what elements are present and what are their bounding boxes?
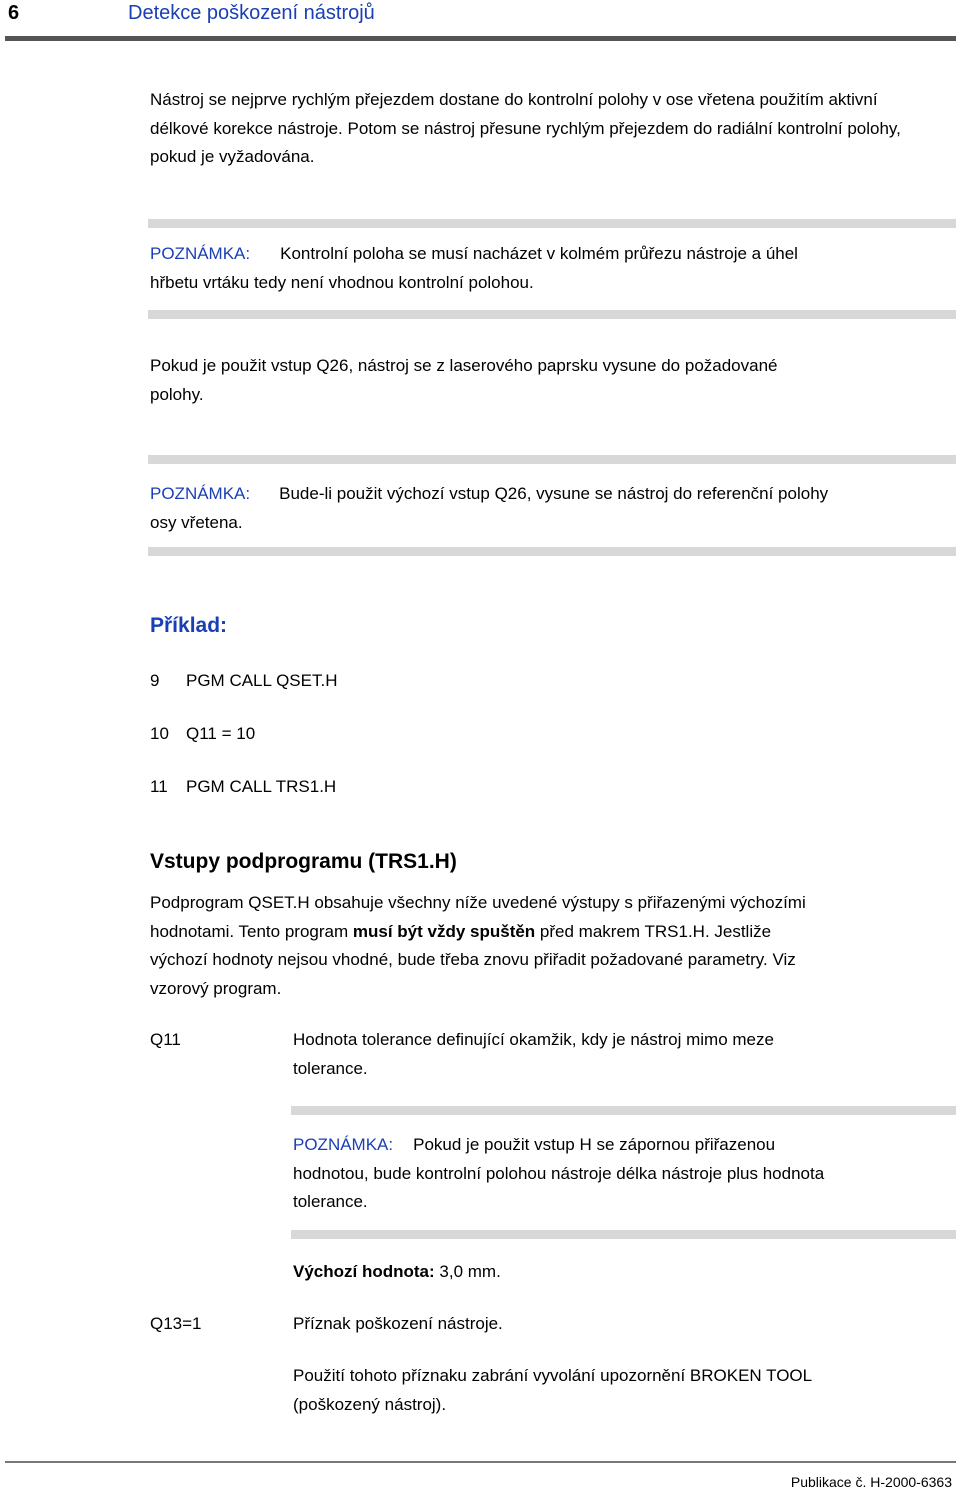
footer-rule — [5, 1461, 956, 1463]
q11-name: Q11 — [150, 1030, 181, 1049]
q11-default-value: 3,0 mm. — [439, 1262, 501, 1281]
note1-top-rule — [148, 219, 956, 228]
q11-note — [293, 1131, 943, 1217]
q13-usage-line2: (poškozený nástroj). — [293, 1394, 447, 1414]
note1-text-line1: Kontrolní poloha se musí nacházet v kolmém průřezu nástroje a úhel — [280, 244, 798, 263]
note2-text-line2: osy vřetena. — [150, 512, 243, 532]
q11-note-line3: tolerance. — [293, 1192, 368, 1211]
header-rule — [5, 36, 956, 41]
q13-usage — [293, 1362, 943, 1419]
q13-description: Příznak poškození nástroje. — [293, 1314, 503, 1333]
note2-text-line1: Bude-li použit výchozí vstup Q26, vysune se nástroj do referenční polohy — [279, 484, 829, 503]
example-line-number: 10 — [150, 724, 169, 743]
q11-note-label: POZNÁMKA: — [293, 1135, 394, 1154]
example-line — [150, 777, 336, 797]
note1-label: POZNÁMKA: — [150, 244, 251, 263]
inputs-heading: Vstupy podprogramu (TRS1.H) — [150, 850, 457, 873]
note1 — [150, 240, 950, 297]
q26-paragraph-line2: polohy. — [150, 384, 204, 404]
note2 — [150, 480, 950, 537]
example-line — [150, 671, 337, 691]
example-line-code: PGM CALL TRS1.H — [186, 777, 337, 796]
chapter-title: Detekce poškození nástrojů — [128, 2, 375, 24]
example-line-code: PGM CALL QSET.H — [186, 671, 338, 690]
publication-number: Publikace č. H-2000-6363 — [790, 1474, 952, 1490]
example-line-number: 9 — [150, 671, 160, 690]
q11-description — [293, 1026, 933, 1083]
q11-note-line2: hodnotou, bude kontrolní polohou nástroje délka nástroje plus hodnota — [293, 1163, 825, 1183]
q11-default-label: Výchozí hodnota: — [293, 1262, 435, 1281]
inputs-line4: vzorový program. — [150, 978, 282, 998]
q11-note-top-rule — [291, 1106, 956, 1115]
chapter-number: 6 — [8, 2, 20, 24]
inputs-bold-text: musí být vždy spuštěn — [352, 921, 536, 941]
inputs-line2: hodnotami. Tento program musí být vždy spuštěn před makrem TRS1.H. Jestliže — [150, 921, 772, 941]
example-line-code: Q11 = 10 — [186, 724, 256, 743]
note2-bottom-rule — [148, 547, 956, 556]
intro-paragraph: Nástroj se nejprve rychlým přejezdem dostane do kontrolní polohy v ose vřetena použitím aktivní délkové korekce nástroje. Potom se nástroj přesune rychlým přejezdem do radiální kontrolní polohy, pokud je vyžadována. — [150, 90, 901, 166]
note1-bottom-rule — [148, 310, 956, 319]
q11-desc-line1: Hodnota tolerance definující okamžik, kdy je nástroj mimo meze — [293, 1030, 774, 1049]
inputs-line3: výchozí hodnoty nejsou vhodné, bude třeba znovu přiřadit požadované parametry. Viz — [150, 950, 796, 969]
q11-desc-line2: tolerance. — [293, 1058, 368, 1078]
example-line-number: 11 — [150, 777, 168, 796]
q26-paragraph — [150, 352, 950, 409]
q13-usage-line1: Použití tohoto příznaku zabrání vyvolání upozornění BROKEN TOOL — [293, 1366, 813, 1385]
inputs-line1: Podprogram QSET.H obsahuje všechny níže uvedené výstupy s přiřazenými výchozími — [150, 893, 806, 912]
q11-default — [293, 1258, 501, 1287]
inputs-paragraph — [150, 889, 950, 1003]
note1-text-line2: hřbetu vrtáku tedy není vhodnou kontrolní polohou. — [150, 272, 534, 292]
q11-note-line1: Pokud je použit vstup H se zápornou přiřazenou — [413, 1135, 776, 1154]
example-heading: Příklad: — [150, 614, 228, 637]
example-line — [150, 724, 255, 744]
q11-note-bottom-rule — [291, 1230, 956, 1239]
q26-paragraph-line1: Pokud je použit vstup Q26, nástroj se z laserového paprsku vysune do požadované — [150, 356, 778, 375]
q13-name: Q13=1 — [150, 1314, 202, 1333]
note2-label: POZNÁMKA: — [150, 484, 251, 503]
note2-top-rule — [148, 455, 956, 464]
